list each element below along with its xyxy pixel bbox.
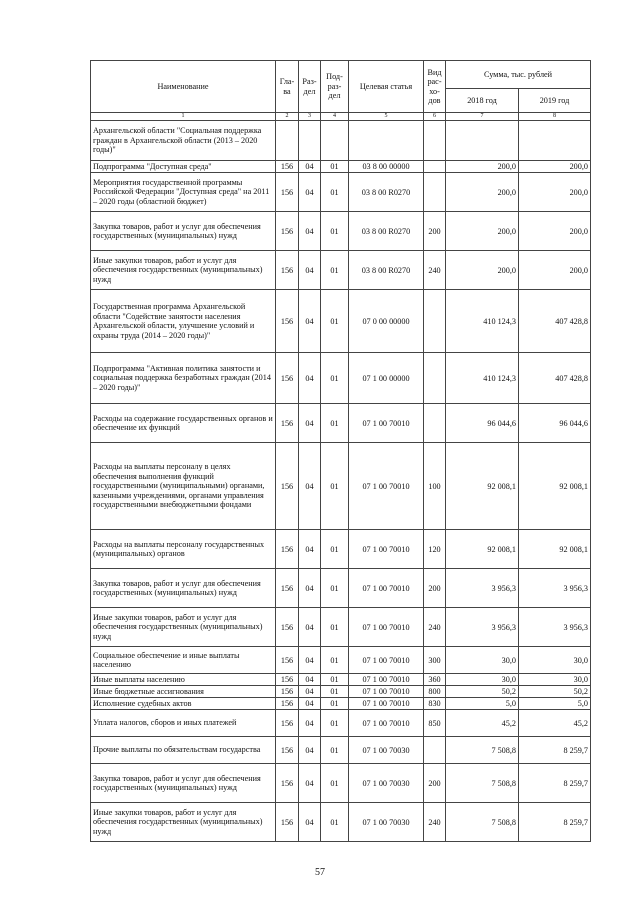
- row-vid-raskhodov: [424, 353, 446, 404]
- table-row: [91, 161, 591, 173]
- row-amount-2019: [519, 121, 591, 161]
- row-amount-2018: 92 008,1: [446, 530, 519, 569]
- row-amount-2018: 200,0: [446, 161, 519, 173]
- row-glava: 156: [276, 173, 299, 212]
- row-celevaya-statya: 07 1 00 70010: [349, 647, 424, 674]
- row-vid-raskhodov: 120: [424, 530, 446, 569]
- table-row: [91, 121, 591, 161]
- row-vid-raskhodov: 240: [424, 251, 446, 290]
- row-podrazdel: 01: [321, 173, 349, 212]
- row-celevaya-statya: 03 8 00 R0270: [349, 173, 424, 212]
- table-row: [91, 212, 591, 251]
- row-name: Расходы на содержание государственных органов и обеспечение их функций: [91, 404, 276, 443]
- row-razdel: 04: [299, 212, 321, 251]
- row-vid-raskhodov: [424, 404, 446, 443]
- row-name: Закупка товаров, работ и услуг для обеспечения государственных (муниципальных) нужд: [91, 569, 276, 608]
- row-razdel: [299, 121, 321, 161]
- row-amount-2019: 3 956,3: [519, 608, 591, 647]
- row-podrazdel: 01: [321, 608, 349, 647]
- row-amount-2019: 200,0: [519, 161, 591, 173]
- row-amount-2019: 8 259,7: [519, 737, 591, 764]
- row-celevaya-statya: 07 1 00 70010: [349, 530, 424, 569]
- row-podrazdel: 01: [321, 803, 349, 842]
- row-razdel: 04: [299, 698, 321, 710]
- row-amount-2019: 407 428,8: [519, 290, 591, 353]
- row-celevaya-statya: 07 1 00 70010: [349, 443, 424, 530]
- header-year-2018: 2018 год: [446, 89, 519, 113]
- row-amount-2018: 3 956,3: [446, 569, 519, 608]
- row-amount-2019: 8 259,7: [519, 764, 591, 803]
- row-razdel: 04: [299, 251, 321, 290]
- row-glava: 156: [276, 764, 299, 803]
- row-glava: 156: [276, 530, 299, 569]
- column-index: 1: [91, 113, 276, 121]
- table-row: [91, 686, 591, 698]
- row-amount-2018: 50,2: [446, 686, 519, 698]
- row-amount-2018: 200,0: [446, 173, 519, 212]
- row-celevaya-statya: 07 1 00 70010: [349, 569, 424, 608]
- row-glava: 156: [276, 443, 299, 530]
- row-name: Государственная программа Архангельской области "Содействие занятости населения Архангельской области, улучшение условий и охраны труда (2014 – 2020 годы)": [91, 290, 276, 353]
- row-name: Уплата налогов, сборов и иных платежей: [91, 710, 276, 737]
- row-amount-2019: 50,2: [519, 686, 591, 698]
- row-celevaya-statya: 07 0 00 00000: [349, 290, 424, 353]
- row-celevaya-statya: 07 1 00 70010: [349, 686, 424, 698]
- row-vid-raskhodov: 200: [424, 764, 446, 803]
- row-amount-2018: 200,0: [446, 251, 519, 290]
- table-row: [91, 803, 591, 842]
- row-amount-2019: 3 956,3: [519, 569, 591, 608]
- row-glava: 156: [276, 710, 299, 737]
- row-vid-raskhodov: [424, 173, 446, 212]
- row-celevaya-statya: [349, 121, 424, 161]
- row-podrazdel: 01: [321, 443, 349, 530]
- row-name: Архангельской области "Социальная поддержка граждан в Архангельской области (2013 – 2020 годы)": [91, 121, 276, 161]
- row-vid-raskhodov: 100: [424, 443, 446, 530]
- column-index: 8: [519, 113, 591, 121]
- row-amount-2018: 30,0: [446, 674, 519, 686]
- table-row: [91, 698, 591, 710]
- row-podrazdel: 01: [321, 764, 349, 803]
- table-row: [91, 710, 591, 737]
- header-razdel: Раз-дел: [299, 61, 321, 113]
- row-name: Подпрограмма "Активная политика занятости и социальная поддержка безработных граждан (2014 – 2020 годы)": [91, 353, 276, 404]
- header-podrazdel: Под-раз-дел: [321, 61, 349, 113]
- row-name: Социальное обеспечение и иные выплаты населению: [91, 647, 276, 674]
- row-amount-2018: 3 956,3: [446, 608, 519, 647]
- column-index: 2: [276, 113, 299, 121]
- row-name: Прочие выплаты по обязательствам государства: [91, 737, 276, 764]
- row-amount-2018: [446, 121, 519, 161]
- row-razdel: 04: [299, 608, 321, 647]
- column-index: 4: [321, 113, 349, 121]
- row-razdel: 04: [299, 737, 321, 764]
- row-vid-raskhodov: [424, 161, 446, 173]
- row-glava: 156: [276, 803, 299, 842]
- table-row: [91, 173, 591, 212]
- row-glava: 156: [276, 212, 299, 251]
- row-vid-raskhodov: [424, 290, 446, 353]
- row-glava: 156: [276, 737, 299, 764]
- row-podrazdel: 01: [321, 647, 349, 674]
- row-podrazdel: 01: [321, 686, 349, 698]
- table-row: [91, 569, 591, 608]
- row-vid-raskhodov: 800: [424, 686, 446, 698]
- row-celevaya-statya: 07 1 00 70010: [349, 404, 424, 443]
- header-year-2019: 2019 год: [519, 89, 591, 113]
- column-index: 6: [424, 113, 446, 121]
- table-row: [91, 404, 591, 443]
- row-glava: 156: [276, 686, 299, 698]
- table-row: [91, 737, 591, 764]
- table-row: [91, 608, 591, 647]
- row-glava: 156: [276, 404, 299, 443]
- row-vid-raskhodov: 830: [424, 698, 446, 710]
- row-razdel: 04: [299, 647, 321, 674]
- row-amount-2019: 200,0: [519, 173, 591, 212]
- row-glava: 156: [276, 569, 299, 608]
- row-razdel: 04: [299, 803, 321, 842]
- row-razdel: 04: [299, 290, 321, 353]
- row-name: Иные бюджетные ассигнования: [91, 686, 276, 698]
- table-row: [91, 530, 591, 569]
- row-glava: 156: [276, 608, 299, 647]
- row-name: Расходы на выплаты персоналу государственных (муниципальных) органов: [91, 530, 276, 569]
- row-amount-2018: 7 508,8: [446, 764, 519, 803]
- column-index: 7: [446, 113, 519, 121]
- row-amount-2018: 200,0: [446, 212, 519, 251]
- row-podrazdel: 01: [321, 569, 349, 608]
- row-amount-2019: 96 044,6: [519, 404, 591, 443]
- row-podrazdel: 01: [321, 212, 349, 251]
- column-index-row: [91, 113, 591, 121]
- row-vid-raskhodov: 240: [424, 608, 446, 647]
- row-name: Иные выплаты населению: [91, 674, 276, 686]
- row-celevaya-statya: 03 8 00 R0270: [349, 251, 424, 290]
- budget-table: [90, 60, 591, 842]
- row-razdel: 04: [299, 173, 321, 212]
- row-podrazdel: 01: [321, 710, 349, 737]
- row-amount-2019: 5,0: [519, 698, 591, 710]
- row-celevaya-statya: 07 1 00 70030: [349, 803, 424, 842]
- row-razdel: 04: [299, 404, 321, 443]
- row-celevaya-statya: 07 1 00 70010: [349, 674, 424, 686]
- row-vid-raskhodov: 360: [424, 674, 446, 686]
- table-row: [91, 290, 591, 353]
- header-summa: Сумма, тыс. рублей: [446, 61, 591, 89]
- column-index: 5: [349, 113, 424, 121]
- header-vid-raskhodov: Вид рас-хо-дов: [424, 61, 446, 113]
- row-razdel: 04: [299, 710, 321, 737]
- column-index: 3: [299, 113, 321, 121]
- row-amount-2018: 5,0: [446, 698, 519, 710]
- row-name: Иные закупки товаров, работ и услуг для обеспечения государственных (муниципальных) нужд: [91, 251, 276, 290]
- row-celevaya-statya: 07 1 00 70010: [349, 608, 424, 647]
- row-name: Исполнение судебных актов: [91, 698, 276, 710]
- row-celevaya-statya: 07 1 00 70030: [349, 737, 424, 764]
- row-razdel: 04: [299, 530, 321, 569]
- row-glava: 156: [276, 161, 299, 173]
- row-razdel: 04: [299, 353, 321, 404]
- header-celevaya-statya: Целевая статья: [349, 61, 424, 113]
- row-amount-2019: 30,0: [519, 674, 591, 686]
- row-name: Иные закупки товаров, работ и услуг для обеспечения государственных (муниципальных) нужд: [91, 803, 276, 842]
- row-glava: 156: [276, 290, 299, 353]
- row-glava: 156: [276, 698, 299, 710]
- row-name: Мероприятия государственной программы Российской Федерации "Доступная среда" на 2011 – 2020 годы (областной бюджет): [91, 173, 276, 212]
- row-amount-2019: 200,0: [519, 251, 591, 290]
- row-celevaya-statya: 07 1 00 00000: [349, 353, 424, 404]
- row-amount-2019: 200,0: [519, 212, 591, 251]
- row-vid-raskhodov: 850: [424, 710, 446, 737]
- page-number: 57: [315, 867, 325, 878]
- row-glava: 156: [276, 251, 299, 290]
- row-podrazdel: 01: [321, 251, 349, 290]
- row-amount-2018: 7 508,8: [446, 803, 519, 842]
- row-amount-2018: 410 124,3: [446, 353, 519, 404]
- row-amount-2019: 407 428,8: [519, 353, 591, 404]
- row-celevaya-statya: 03 8 00 00000: [349, 161, 424, 173]
- row-vid-raskhodov: 300: [424, 647, 446, 674]
- row-vid-raskhodov: 240: [424, 803, 446, 842]
- row-amount-2018: 410 124,3: [446, 290, 519, 353]
- row-vid-raskhodov: 200: [424, 212, 446, 251]
- row-celevaya-statya: 07 1 00 70010: [349, 698, 424, 710]
- row-vid-raskhodov: [424, 737, 446, 764]
- row-name: Закупка товаров, работ и услуг для обеспечения государственных (муниципальных) нужд: [91, 764, 276, 803]
- row-podrazdel: 01: [321, 674, 349, 686]
- row-amount-2018: 30,0: [446, 647, 519, 674]
- row-razdel: 04: [299, 443, 321, 530]
- row-celevaya-statya: 03 8 00 R0270: [349, 212, 424, 251]
- row-amount-2018: 96 044,6: [446, 404, 519, 443]
- row-podrazdel: [321, 121, 349, 161]
- row-razdel: 04: [299, 569, 321, 608]
- row-amount-2019: 30,0: [519, 647, 591, 674]
- row-amount-2019: 92 008,1: [519, 443, 591, 530]
- table-row: [91, 764, 591, 803]
- row-podrazdel: 01: [321, 530, 349, 569]
- row-vid-raskhodov: [424, 121, 446, 161]
- row-amount-2019: 92 008,1: [519, 530, 591, 569]
- row-glava: 156: [276, 674, 299, 686]
- row-razdel: 04: [299, 764, 321, 803]
- header-name: Наименование: [91, 61, 276, 113]
- row-amount-2018: 92 008,1: [446, 443, 519, 530]
- row-razdel: 04: [299, 686, 321, 698]
- row-razdel: 04: [299, 674, 321, 686]
- row-amount-2018: 45,2: [446, 710, 519, 737]
- row-amount-2018: 7 508,8: [446, 737, 519, 764]
- table-row: [91, 251, 591, 290]
- table-row: [91, 647, 591, 674]
- row-podrazdel: 01: [321, 290, 349, 353]
- row-name: Иные закупки товаров, работ и услуг для обеспечения государственных (муниципальных) нужд: [91, 608, 276, 647]
- row-podrazdel: 01: [321, 404, 349, 443]
- row-podrazdel: 01: [321, 698, 349, 710]
- row-name: Расходы на выплаты персоналу в целях обеспечения выполнения функций государственными (муниципальными) органами, казенными учреждениями, органами управления государственными внебюджетными фондами: [91, 443, 276, 530]
- row-glava: [276, 121, 299, 161]
- row-vid-raskhodov: 200: [424, 569, 446, 608]
- row-glava: 156: [276, 353, 299, 404]
- row-razdel: 04: [299, 161, 321, 173]
- table-row: [91, 443, 591, 530]
- header-glava: Гла-ва: [276, 61, 299, 113]
- row-podrazdel: 01: [321, 353, 349, 404]
- row-celevaya-statya: 07 1 00 70030: [349, 764, 424, 803]
- row-name: Закупка товаров, работ и услуг для обеспечения государственных (муниципальных) нужд: [91, 212, 276, 251]
- table-row: [91, 353, 591, 404]
- row-name: Подпрограмма "Доступная среда": [91, 161, 276, 173]
- row-glava: 156: [276, 647, 299, 674]
- row-podrazdel: 01: [321, 161, 349, 173]
- row-amount-2019: 8 259,7: [519, 803, 591, 842]
- row-amount-2019: 45,2: [519, 710, 591, 737]
- row-celevaya-statya: 07 1 00 70010: [349, 710, 424, 737]
- table-row: [91, 674, 591, 686]
- row-podrazdel: 01: [321, 737, 349, 764]
